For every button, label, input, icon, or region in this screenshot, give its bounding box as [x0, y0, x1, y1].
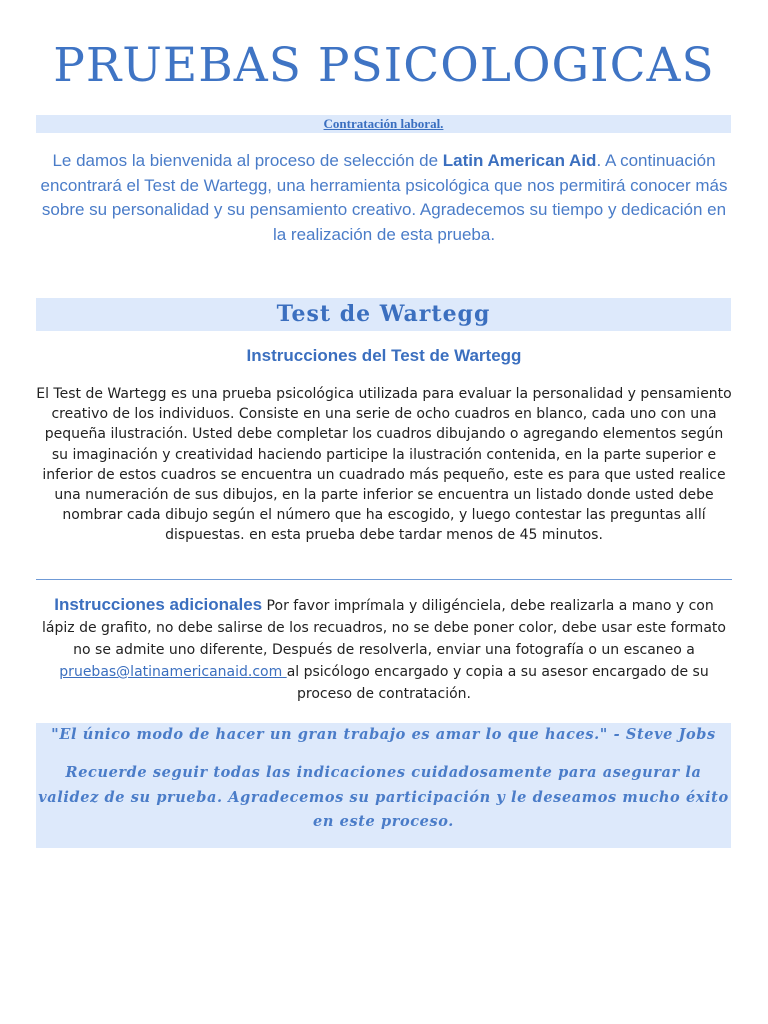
divider	[36, 579, 732, 580]
closing-reminder: Recuerde seguir todas las indicaciones cuidadosamente para asegurar la validez de su prueba. Agradecemos su participación y le deseamos mucho éxito en este proceso.	[38, 764, 729, 830]
subtitle: Contratación laboral.	[323, 116, 444, 131]
instructions-body: El Test de Wartegg es una prueba psicológica utilizada para evaluar la personalidad y pensamiento creativo de los individuos. Consiste en una serie de ocho cuadros en blanco, cada uno con una pequeña ilustración. Usted debe completar los cuadros dibujando o agregando elementos según su imaginación y creatividad haciendo participe la ilustración contenida, en la parte superior e inferior de estos cuadros se encuentra un cuadrado más pequeño, este es para que usted realice una numeración de sus dibujos, en la parte inferior se encuentra un listado donde usted debe nombrar cada dibujo según el número que ha escogido, y luego contestar las preguntas allí dispuestas. en esta prueba debe tardar menos de 45 minutos.	[36, 386, 732, 544]
welcome-text-before: Le damos la bienvenida al proceso de selección de	[52, 151, 443, 170]
welcome-text-after: . A continuación encontrará el Test de Wartegg, una herramienta psicológica que nos permitirá conocer más sobre su personalidad y su pensamiento creativo. Agradecemos su tiempo y dedicación en la realización de esta prueba.	[40, 151, 728, 244]
page-title: PRUEBAS PSICOLOGICAS	[53, 38, 715, 93]
section-header-band	[36, 298, 731, 331]
quote-box	[36, 723, 731, 848]
welcome-paragraph	[40, 149, 728, 247]
section-title: Test de Wartegg	[276, 301, 491, 327]
additional-instructions-heading: Instrucciones adicionales	[54, 595, 263, 614]
additional-instructions	[36, 594, 732, 705]
subtitle-band	[36, 115, 731, 133]
company-name: Latin American Aid	[442, 151, 597, 170]
quote: "El único modo de hacer un gran trabajo es amar lo que haces." - Steve Jobs	[51, 726, 716, 743]
additional-text-after: al psicólogo encargado y copia a su asesor encargado de su proceso de contratación.	[286, 664, 709, 702]
additional-text-before: Por favor imprímala y diligénciela, debe realizarla a mano y con lápiz de grafito, no debe salirse de los recuadros, no se debe poner color, debe usar este formato no se admite uno diferente, Después de resolverla, enviar una fotografía o un escaneo a	[42, 598, 726, 658]
instructions-heading: Instrucciones del Test de Wartegg	[246, 346, 522, 365]
email-link[interactable]: pruebas@latinamericanaid.com	[59, 664, 287, 680]
